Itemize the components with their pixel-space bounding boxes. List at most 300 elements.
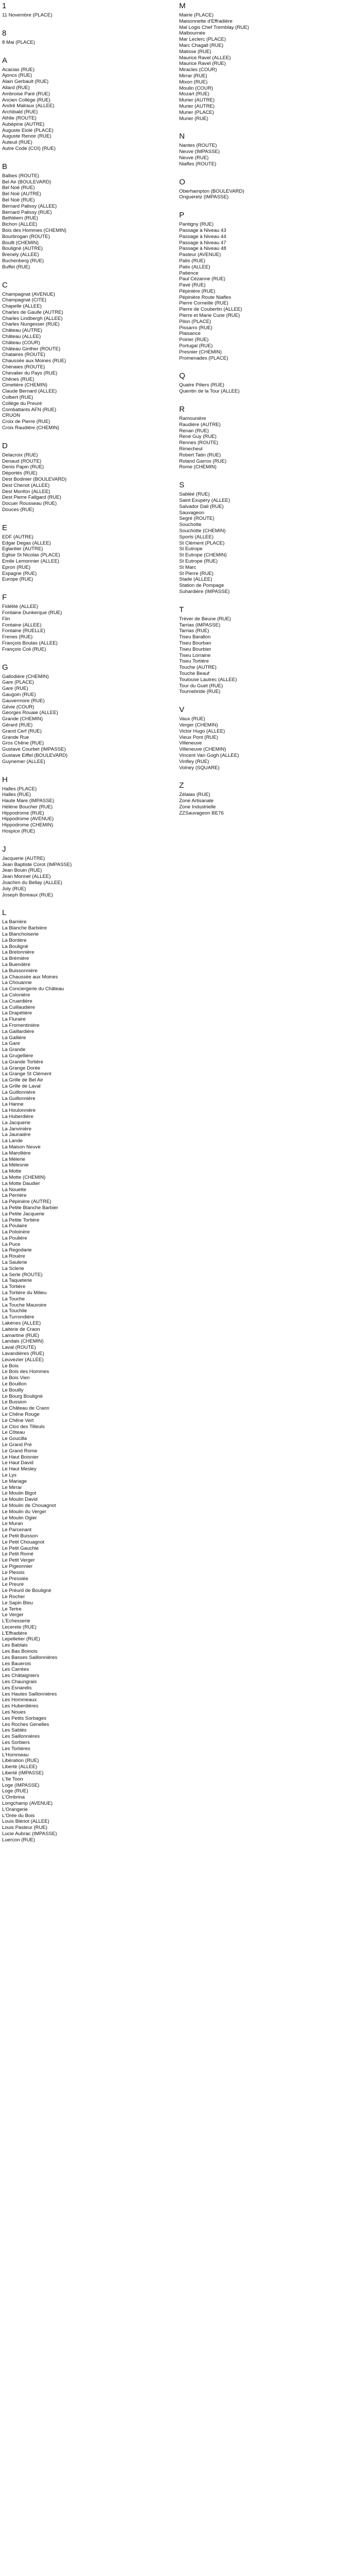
street-item[interactable]: Le Grand Rome — [2, 1448, 38, 1454]
street-item[interactable]: Charles de Gaulle (AUTRE) — [2, 309, 63, 315]
street-item[interactable]: Le Pressiée — [2, 1575, 28, 1582]
street-item[interactable]: Halles (PLACE) — [2, 786, 37, 792]
street-item[interactable]: André Malraux (ALLEE) — [2, 103, 55, 109]
street-item[interactable]: Volney (SQUARE) — [179, 765, 220, 771]
street-item[interactable]: Presnier (CHEMIN) — [179, 349, 222, 355]
street-item[interactable]: Villeneuve (CHEMIN) — [179, 747, 226, 753]
street-item[interactable]: Touche Beauf — [179, 670, 210, 676]
street-item[interactable]: La Touche Mauvoire — [2, 1302, 47, 1308]
street-item[interactable]: Le Muran — [2, 1521, 23, 1527]
street-item[interactable]: La Grange St Clément — [2, 1071, 52, 1077]
street-item[interactable]: Autre Code (COI) (RUE) — [2, 145, 56, 151]
street-item[interactable]: Guynemer (ALLEE) — [2, 758, 45, 765]
street-item[interactable]: Hippodrome (CHEMIN) — [2, 822, 54, 828]
street-item[interactable]: Tiseu Lorraine — [179, 652, 211, 658]
street-item[interactable]: La Maison Neuve — [2, 1144, 41, 1150]
street-item[interactable]: Gaugoin (RUE) — [2, 691, 36, 698]
street-item[interactable]: Charles Lindbergh (ALLEE) — [2, 315, 63, 321]
street-item[interactable]: La Petite Jacquerie — [2, 1211, 45, 1217]
street-item[interactable]: Athlie (ROUTE) — [2, 115, 37, 121]
street-item[interactable]: St Eutrope (CHEMIN) — [179, 552, 227, 558]
street-item[interactable]: Dest Pierre Fallgard (RUE) — [2, 495, 61, 501]
street-item[interactable]: Verger (CHEMIN) — [179, 722, 218, 728]
street-item[interactable]: La Touchile — [2, 1308, 27, 1314]
street-item[interactable]: Mar Leclerc (PLACE) — [179, 37, 226, 43]
street-item[interactable]: Croix de Pierre (RUE) — [2, 419, 51, 425]
street-item[interactable]: Emile Lemonnier (ALLEE) — [2, 558, 59, 564]
street-item[interactable]: Le Haut Mesley — [2, 1466, 37, 1472]
street-item[interactable]: CRUON — [2, 413, 21, 419]
street-item[interactable]: Raudière (AUTRE) — [179, 421, 221, 428]
street-item[interactable]: L'Ombrina — [2, 1794, 25, 1801]
street-item[interactable]: Gustave Eiffel (BOULEVARD) — [2, 752, 68, 758]
street-item[interactable]: Le Petit Chouagnot — [2, 1539, 45, 1545]
street-item[interactable]: Hélène Boucher (RUE) — [2, 804, 53, 810]
street-item[interactable]: Portugal (RUE) — [179, 343, 213, 349]
street-item[interactable]: Rome (CHEMIN) — [179, 464, 217, 470]
street-item[interactable]: Le Petit Buisson — [2, 1533, 38, 1539]
street-item[interactable]: Delacroix (RUE) — [2, 452, 38, 458]
street-item[interactable]: Le Petit Romé — [2, 1551, 34, 1557]
street-item[interactable]: Stade (ALLEE) — [179, 577, 212, 583]
street-item[interactable]: Les Basses Saillonnières — [2, 1654, 58, 1660]
street-item[interactable]: Le Tertre — [2, 1606, 22, 1612]
street-item[interactable]: Bel Air (BOULEVARD) — [2, 179, 52, 185]
street-item[interactable]: Sauvageon — [179, 510, 205, 516]
street-item[interactable]: Sablèé (RUE) — [179, 492, 210, 498]
street-item[interactable]: La Nouette — [2, 1187, 26, 1193]
street-item[interactable]: Maisonnette d'Effradière — [179, 18, 233, 24]
street-item[interactable]: Sports (ALLEE) — [179, 534, 214, 540]
street-item[interactable]: Marc Chagall (RUE) — [179, 42, 224, 48]
street-item[interactable]: Longchamp (AVENUE) — [2, 1801, 53, 1806]
street-item[interactable]: Nantes (ROUTE) — [179, 143, 217, 149]
street-item[interactable]: St Clément (PLACE) — [179, 540, 225, 546]
street-item[interactable]: Joly (RUE) — [2, 886, 26, 892]
street-item[interactable]: Murier (PLACE) — [179, 109, 214, 115]
street-item[interactable]: La Tortière du Milieu — [2, 1290, 47, 1296]
street-item[interactable]: La Cruardière — [2, 998, 32, 1004]
street-item[interactable]: Le Mariage — [2, 1478, 27, 1484]
street-item[interactable]: Dest Monfon (ALLEE) — [2, 488, 51, 495]
street-item[interactable]: Le Petit Gauchie — [2, 1545, 39, 1551]
street-item[interactable]: Boullt (CHEMIN) — [2, 240, 39, 246]
street-item[interactable]: Passage à Niveau 47 — [179, 240, 226, 246]
street-item[interactable]: La Petite Blanche Barbier — [2, 1205, 58, 1211]
street-item[interactable]: Segré (ROUTE) — [179, 516, 214, 522]
street-item[interactable]: Murier (AUTRE) — [179, 97, 215, 104]
street-item[interactable]: Le Bois des Hommes — [2, 1369, 49, 1375]
street-item[interactable]: Mixon (RUE) — [179, 79, 208, 85]
street-item[interactable]: Salvador Dali (RUE) — [179, 503, 224, 510]
street-item[interactable]: L'Ile Toon — [2, 1776, 23, 1782]
street-item[interactable]: Tiseu Tortière — [179, 658, 209, 665]
street-item[interactable]: Collège du Preuré — [2, 400, 42, 406]
street-item[interactable]: Les Hommeaux — [2, 1697, 37, 1703]
street-item[interactable]: Tarrias (IMPASSE) — [179, 622, 221, 628]
street-item[interactable]: Lavandières (RUE) — [2, 1351, 44, 1357]
street-item[interactable]: Dest Bodinier (BOULEVARD) — [2, 477, 67, 483]
street-item[interactable]: Château Ginther (ROUTE) — [2, 346, 61, 352]
street-item[interactable]: 11 Novembre (PLACE) — [2, 12, 53, 18]
street-item[interactable]: Eglise St Nicolas (PLACE) — [2, 552, 60, 558]
street-item[interactable]: La Colonière — [2, 992, 30, 998]
street-item[interactable]: Le Chêne Rouge — [2, 1412, 40, 1417]
street-item[interactable]: Alain Gerbault (RUE) — [2, 79, 49, 85]
street-item[interactable]: Frenes (RUE) — [2, 634, 33, 640]
street-item[interactable]: L'Effradière — [2, 1630, 27, 1636]
street-item[interactable]: Chênes (RUE) — [2, 376, 35, 382]
street-item[interactable]: Claude Bernard (ALLEE) — [2, 388, 57, 395]
street-item[interactable]: Maurice Ravel (RUE) — [179, 61, 226, 67]
street-item[interactable]: St Eutrope (RUE) — [179, 558, 218, 564]
street-item[interactable]: La Fromentinière — [2, 1023, 40, 1028]
street-item[interactable]: Ramounière — [179, 416, 206, 422]
street-item[interactable]: Quatre Piliers (RUE) — [179, 382, 224, 388]
street-item[interactable]: Bel Noë (RUE) — [2, 185, 35, 191]
street-item[interactable]: La Mélerie — [2, 1156, 25, 1162]
street-item[interactable]: Fontaine (ALLEE) — [2, 622, 42, 628]
street-item[interactable]: Les Huberdières — [2, 1703, 39, 1709]
street-item[interactable]: Hospice (RUE) — [2, 828, 35, 835]
street-item[interactable]: Neuve (RUE) — [179, 155, 209, 161]
street-item[interactable]: Zélaias (RUE) — [179, 792, 210, 798]
street-item[interactable]: Bethléem (RUE) — [2, 215, 38, 222]
street-item[interactable]: Le Bouillon — [2, 1381, 27, 1387]
street-item[interactable]: Quentin de la Tour (ALLEE) — [179, 388, 240, 395]
street-item[interactable]: Bernard Palissy (ALLEE) — [2, 203, 57, 209]
street-item[interactable]: Gros Chêne (RUE) — [2, 740, 44, 747]
street-item[interactable]: Renan (RUE) — [179, 428, 209, 434]
street-item[interactable]: Mairie (PLACE) — [179, 12, 214, 18]
street-item[interactable]: ZZSauvageon BE76 — [179, 810, 224, 816]
street-item[interactable]: Trèver de Beune (RUE) — [179, 616, 231, 622]
street-item[interactable]: Gérard (RUE) — [2, 722, 33, 728]
street-item[interactable]: Station de Pompage — [179, 583, 224, 589]
street-item[interactable]: Le Bois — [2, 1363, 19, 1369]
street-item[interactable]: Maurice Ravel (ALLEE) — [179, 55, 231, 61]
street-item[interactable]: Bernard Palissy (RUE) — [2, 209, 52, 215]
street-item[interactable]: La Jacquerie — [2, 1120, 30, 1126]
street-item[interactable]: Le Bois Vien — [2, 1375, 30, 1381]
street-item[interactable]: Souchotte — [179, 522, 202, 528]
street-item[interactable]: La Touche — [2, 1296, 25, 1302]
street-item[interactable]: Libertè (ALLEE) — [2, 1764, 38, 1770]
street-item[interactable]: Chataires (ROUTE) — [2, 352, 45, 358]
street-item[interactable]: Le Chêne Vert — [2, 1417, 34, 1423]
street-item[interactable]: Promenades (PLACE) — [179, 355, 228, 361]
street-item[interactable]: Tarrias (RUE) — [179, 628, 209, 634]
street-item[interactable]: Dest Chenot (ALLEE) — [2, 482, 50, 488]
street-item[interactable]: Laiterie de Craon — [2, 1326, 40, 1332]
street-item[interactable]: Auguste Renoir (RUE) — [2, 133, 52, 140]
street-item[interactable]: Vaux (RUE) — [179, 716, 205, 722]
street-item[interactable]: La Rouère — [2, 1253, 25, 1260]
street-item[interactable]: Les Saillonnières — [2, 1734, 40, 1740]
street-item[interactable]: La Bordère — [2, 937, 27, 943]
street-item[interactable]: Les Bauerois — [2, 1660, 31, 1667]
street-item[interactable]: Croix Raudière (CHEMIN) — [2, 425, 59, 431]
street-item[interactable]: La Brèmière — [2, 956, 29, 962]
street-item[interactable]: Les Tortières — [2, 1745, 30, 1752]
street-item[interactable]: Le Haut David — [2, 1460, 34, 1466]
street-item[interactable]: Grand Cerf (RUE) — [2, 728, 42, 734]
street-item[interactable]: Poirier (RUE) — [179, 337, 209, 343]
street-item[interactable]: Le Moulin Ogier — [2, 1515, 37, 1521]
street-item[interactable]: Loge (IMPASSE) — [2, 1782, 40, 1788]
street-item[interactable]: Robert Tatin (RUE) — [179, 452, 221, 458]
street-item[interactable]: La Chouanne — [2, 980, 32, 986]
street-item[interactable]: Edgar Degas (ALLEE) — [2, 540, 51, 546]
street-item[interactable]: Flin — [2, 616, 10, 622]
street-item[interactable]: Epron (RUE) — [2, 564, 30, 570]
street-item[interactable]: Europe (RUE) — [2, 577, 34, 583]
street-item[interactable]: EDF (AUTRE) — [2, 534, 34, 540]
street-item[interactable]: Gévie (COUR) — [2, 704, 35, 710]
street-item[interactable]: Pierre et Marie Curie (RUE) — [179, 313, 240, 319]
street-item[interactable]: La Regodarie — [2, 1247, 32, 1253]
street-item[interactable]: La Turrondière — [2, 1314, 35, 1320]
street-item[interactable]: Le Preuré — [2, 1582, 24, 1588]
street-item[interactable]: Luercon (RUE) — [2, 1837, 35, 1843]
street-item[interactable]: Aubépine (AUTRE) — [2, 121, 45, 127]
street-item[interactable]: La Guillonnière — [2, 1095, 36, 1101]
street-item[interactable]: Le Bussion — [2, 1399, 27, 1405]
street-item[interactable]: Passage à Niveau 43 — [179, 227, 226, 233]
street-item[interactable]: Hippodrome (RUE) — [2, 810, 44, 816]
street-item[interactable]: 8 Mai (PLACE) — [2, 39, 35, 45]
street-item[interactable]: Colbert (RUE) — [2, 395, 34, 401]
street-item[interactable]: Chaussée aux Moines (RUE) — [2, 358, 67, 364]
street-item[interactable]: L'Echesserie — [2, 1618, 30, 1624]
street-item[interactable]: Ancien Collège (RUE) — [2, 97, 51, 103]
street-item[interactable]: Château (ALLEE) — [2, 334, 41, 340]
street-item[interactable]: La Grugellière — [2, 1053, 34, 1059]
street-item[interactable]: Les Bablais — [2, 1642, 28, 1649]
street-item[interactable]: Déportés (RUE) — [2, 470, 38, 477]
street-item[interactable]: La Houlonnière — [2, 1108, 36, 1114]
street-item[interactable]: L'Orangerie — [2, 1806, 28, 1812]
street-item[interactable]: Le Moulin de Chouagnot — [2, 1502, 56, 1509]
street-item[interactable]: Fontaine Dunkerque (RUE) — [2, 609, 62, 616]
street-item[interactable]: Victor Hugo (ALLEE) — [179, 728, 225, 734]
street-item[interactable]: Gustave Courbet (IMPASSE) — [2, 747, 66, 753]
street-item[interactable]: Pierre de Coubertin (ALLEE) — [179, 307, 242, 313]
street-item[interactable]: Eglantier (AUTRE) — [2, 546, 43, 552]
street-item[interactable]: Brenely (ALLEE) — [2, 252, 39, 258]
street-item[interactable]: Les Bas Boinois — [2, 1649, 38, 1655]
street-item[interactable]: Lepelletier (RUE) — [2, 1636, 40, 1642]
street-item[interactable]: La Grille de Laval — [2, 1083, 41, 1089]
street-item[interactable]: Mozart (RUE) — [179, 91, 210, 97]
street-item[interactable]: La Cuillaudière — [2, 1004, 35, 1010]
street-item[interactable]: Jean Bouin (RUE) — [2, 868, 42, 874]
street-item[interactable]: Cimetière (CHEMIN) — [2, 382, 47, 388]
street-item[interactable]: Gauvermore (RUE) — [2, 698, 45, 704]
street-item[interactable]: Le Verger — [2, 1612, 24, 1618]
street-item[interactable]: Passage à Niveau 44 — [179, 233, 226, 240]
street-item[interactable]: Les Chaungrais — [2, 1679, 37, 1685]
street-item[interactable]: Acacias (RUE) — [2, 66, 35, 73]
street-item[interactable]: Pissarro (RUE) — [179, 325, 212, 331]
street-item[interactable]: Patis (RUE) — [179, 258, 206, 264]
street-item[interactable]: St Pierre (RUE) — [179, 570, 214, 577]
street-item[interactable]: Patis (ALLEE) — [179, 264, 210, 270]
street-item[interactable]: Les Sorbiers — [2, 1740, 30, 1746]
street-item[interactable]: Grande Rue — [2, 734, 29, 740]
street-item[interactable]: Gare (RUE) — [2, 686, 28, 692]
street-item[interactable]: Villeneuve — [179, 740, 202, 747]
street-item[interactable]: Les Roches Genelles — [2, 1721, 49, 1727]
street-item[interactable]: Plaisance — [179, 331, 201, 337]
street-item[interactable]: Le Moulin Bigot — [2, 1490, 37, 1497]
street-item[interactable]: Lucie Aubrac (IMPASSE) — [2, 1831, 57, 1837]
street-item[interactable]: Grande (CHEMIN) — [2, 716, 43, 722]
street-item[interactable]: Le Plessis — [2, 1569, 25, 1575]
street-item[interactable]: La Saulerie — [2, 1260, 27, 1266]
street-item[interactable]: La Grange Dorée — [2, 1065, 41, 1071]
street-item[interactable]: Jean Baptiste Corot (IMPASSE) — [2, 861, 72, 868]
street-item[interactable]: Denaud (ROUTE) — [2, 458, 42, 464]
street-item[interactable]: Les Petits Sorbages — [2, 1715, 46, 1721]
street-item[interactable]: La Petite Tortière — [2, 1217, 40, 1223]
street-item[interactable]: Château (COUR) — [2, 340, 40, 346]
street-item[interactable]: La Fluraire — [2, 1016, 26, 1023]
street-item[interactable]: Toulouse Lautrec (ALLEE) — [179, 676, 237, 683]
street-item[interactable]: Le Mirrar — [2, 1484, 22, 1490]
street-item[interactable]: Bichon (ALLEE) — [2, 222, 38, 228]
street-item[interactable]: Jacquerie (AUTRE) — [2, 855, 45, 861]
street-item[interactable]: Auteuil (RUE) — [2, 140, 32, 146]
street-item[interactable]: Champagnat (CITE) — [2, 297, 46, 303]
street-item[interactable]: Vieux Pont (RUE) — [179, 734, 219, 740]
street-item[interactable]: La Poulière — [2, 1235, 27, 1241]
street-item[interactable]: Paul Cézanne (RUE) — [179, 276, 226, 282]
street-item[interactable]: Pavé (RUE) — [179, 282, 206, 289]
street-item[interactable]: La Barrière — [2, 919, 27, 925]
street-item[interactable]: Miracles (COUR) — [179, 67, 217, 73]
street-item[interactable]: La Gare — [2, 1041, 20, 1047]
street-item[interactable]: Les Carrées — [2, 1667, 29, 1673]
street-item[interactable]: Ajoncs (RUE) — [2, 73, 32, 79]
street-item[interactable]: Ongueretz (IMPASSE) — [179, 194, 229, 200]
street-item[interactable]: Vincent Van Gogh (ALLEE) — [179, 752, 239, 758]
street-item[interactable]: Souchotte (CHEMIN) — [179, 528, 226, 534]
street-item[interactable]: Leuvezier (ALLEE) — [2, 1357, 44, 1363]
street-item[interactable]: Le Sapin Bleu — [2, 1600, 33, 1606]
street-item[interactable]: La Perrière — [2, 1193, 27, 1199]
street-item[interactable]: Tiseu Bourban — [179, 640, 211, 646]
street-item[interactable]: La Puce — [2, 1241, 21, 1247]
street-item[interactable]: Mal Logis Chef Tremblay (RUE) — [179, 24, 249, 30]
street-item[interactable]: La Motte — [2, 1168, 22, 1175]
street-item[interactable]: Pantigny (RUE) — [179, 222, 214, 228]
street-item[interactable]: Le Petit Verger — [2, 1557, 35, 1564]
street-item[interactable]: Touche (AUTRE) — [179, 665, 217, 671]
street-item[interactable]: Pierre Corneille (RUE) — [179, 300, 228, 307]
street-item[interactable]: Murier (AUTRE) — [179, 103, 215, 109]
street-item[interactable]: Le Moulin du Verger — [2, 1509, 46, 1515]
street-item[interactable]: La Chaussée aux Moines — [2, 974, 58, 980]
street-item[interactable]: La Buendère — [2, 962, 30, 968]
street-item[interactable]: Matisse (RUE) — [179, 48, 211, 55]
street-item[interactable]: Le Clos des Tilleuls — [2, 1423, 45, 1430]
street-item[interactable]: La Guillonnière — [2, 1089, 36, 1095]
street-item[interactable]: Oberhampton (BOULEVARD) — [179, 188, 244, 194]
street-item[interactable]: Le Grand Pré — [2, 1442, 32, 1448]
street-item[interactable]: Hippodrome (AVENUE) — [2, 816, 54, 822]
street-item[interactable]: Les Noues — [2, 1709, 26, 1716]
street-item[interactable]: Buchenberg (RUE) — [2, 258, 44, 264]
street-item[interactable]: La Marollière — [2, 1150, 31, 1156]
street-item[interactable]: La Gaillardière — [2, 1028, 35, 1035]
street-item[interactable]: La Motte Daudier — [2, 1180, 40, 1187]
street-item[interactable]: La Grande Tortière — [2, 1059, 43, 1065]
street-item[interactable]: Pépinière Route Niafles — [179, 294, 231, 300]
street-item[interactable]: Neuve (IMPASSE) — [179, 149, 220, 155]
street-item[interactable]: La Poloinère — [2, 1229, 30, 1235]
street-item[interactable]: Louis Blériot (ALLEE) — [2, 1819, 49, 1825]
street-item[interactable]: Le Préurd de Boulignè — [2, 1588, 52, 1594]
street-item[interactable]: Champagnat (AVENUE) — [2, 291, 55, 297]
street-item[interactable]: Roland Garros (RUE) — [179, 458, 227, 464]
street-item[interactable]: Libération (RUE) — [2, 1758, 39, 1764]
street-item[interactable]: Passage à Niveau 48 — [179, 246, 226, 252]
street-item[interactable]: Chapelle (ALLEE) — [2, 303, 42, 310]
street-item[interactable]: Lecerete (RUE) — [2, 1624, 37, 1630]
street-item[interactable]: Ambroise Paré (RUE) — [2, 91, 50, 97]
street-item[interactable]: La Taqueterie — [2, 1278, 32, 1284]
street-item[interactable]: Laval (ROUTE) — [2, 1345, 36, 1351]
street-item[interactable]: Malbournée — [179, 30, 206, 37]
street-item[interactable]: Combattants AFN (RUE) — [2, 406, 57, 413]
street-item[interactable]: Docuer Rousseau (RUE) — [2, 501, 57, 507]
street-item[interactable]: Les Châtaigniers — [2, 1673, 39, 1679]
street-item[interactable]: Fidélité (ALLEE) — [2, 604, 38, 610]
street-item[interactable]: La Pépinière (AUTRE) — [2, 1199, 52, 1205]
street-item[interactable]: Les Hautes Saillonnières — [2, 1691, 57, 1697]
street-item[interactable]: Niafles (ROUTE) — [179, 161, 217, 167]
street-item[interactable]: Espagne (RUE) — [2, 570, 37, 577]
street-item[interactable]: Le Rocher — [2, 1594, 25, 1600]
street-item[interactable]: La Poulaire — [2, 1223, 27, 1229]
street-item[interactable]: Patience — [179, 270, 198, 276]
street-item[interactable]: Chénaies (ROUTE) — [2, 364, 45, 370]
street-item[interactable]: Le Bouilly — [2, 1387, 24, 1393]
street-item[interactable]: La Conciergerie du Château — [2, 986, 64, 992]
street-item[interactable]: Lamartine (RUE) — [2, 1332, 39, 1338]
street-item[interactable]: Bois des Hommes (CHEMIN) — [2, 227, 67, 233]
street-item[interactable]: Bel Noë (RUE) — [2, 197, 35, 203]
street-item[interactable]: François Boulas (ALLEE) — [2, 640, 58, 646]
street-item[interactable]: Halles (RUE) — [2, 792, 31, 798]
street-item[interactable]: St Marc — [179, 564, 196, 570]
street-item[interactable]: Le Pigeonnier — [2, 1563, 33, 1569]
street-item[interactable]: Lakénes (ALLEE) — [2, 1320, 41, 1327]
street-item[interactable]: La Grande — [2, 1047, 26, 1053]
street-item[interactable]: La Blanche Barbière — [2, 925, 47, 931]
street-item[interactable]: Le Haut Boisnier — [2, 1454, 39, 1460]
street-item[interactable]: Charles Nungesser (RUE) — [2, 321, 60, 328]
street-item[interactable]: Liberté (IMPASSE) — [2, 1770, 44, 1776]
street-item[interactable]: Vinfley (RUE) — [179, 758, 209, 765]
street-item[interactable]: Le Lys — [2, 1472, 16, 1478]
street-item[interactable]: Suhardière (IMPASSE) — [179, 588, 230, 595]
street-item[interactable]: L'Hommeau — [2, 1752, 29, 1758]
street-item[interactable]: La Buissonnière — [2, 968, 38, 974]
street-item[interactable]: Zone Industrielle — [179, 804, 216, 810]
street-item[interactable]: La Galliére — [2, 1035, 26, 1041]
